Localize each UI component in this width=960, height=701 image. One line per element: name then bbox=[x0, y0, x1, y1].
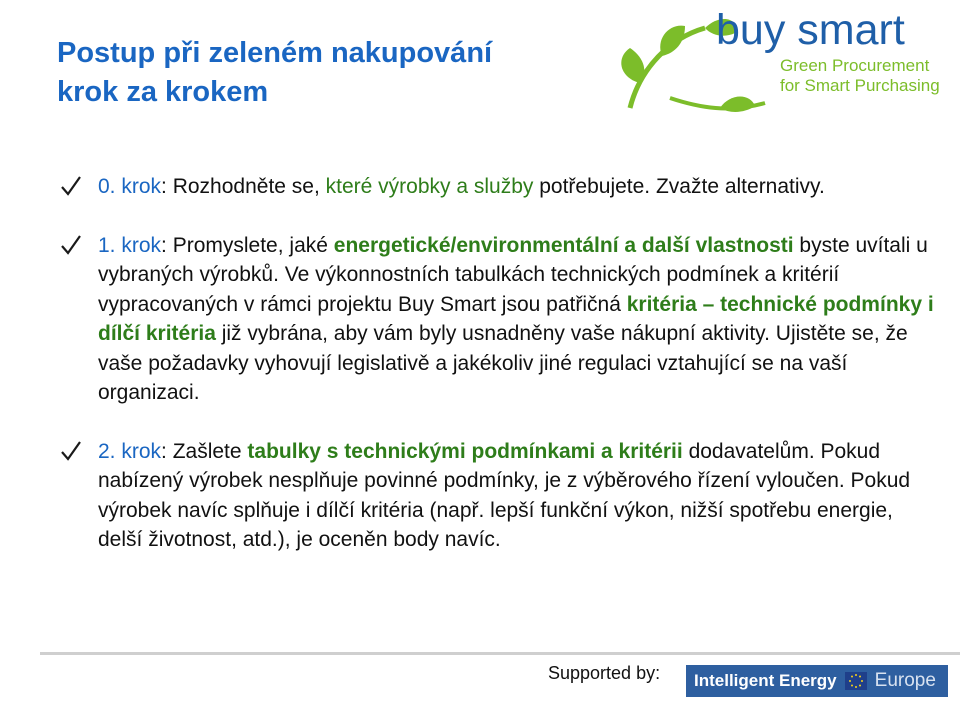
step-text-part: : Rozhodněte se, bbox=[161, 175, 326, 198]
step-label: 1. krok bbox=[98, 233, 162, 257]
steps-list bbox=[60, 172, 940, 584]
step-text-part: : Zašlete bbox=[161, 439, 248, 463]
step-text-part: byste uvítali u vybraných výrobků. Ve výkonnostních tabulkách technických podmínek a kritérií vypracovaných v rámci projektu Buy Smart jsou patřičná bbox=[98, 233, 928, 316]
title-line-1: Postup při zeleném nakupování bbox=[57, 37, 493, 69]
intelligent-energy-europe-logo bbox=[686, 665, 948, 697]
step-text-part: již vybrána, aby vám byly usnadněny vaše nákupní aktivity. Ujistěte se, že vaše požadavky vyhovují legislativě a jakékoliv jiné regulaci vztahující se na vaší organizaci. bbox=[98, 322, 908, 404]
eu-flag-icon bbox=[845, 672, 867, 690]
step-text bbox=[98, 231, 940, 408]
step-highlight: energetické/environmentální a další vlastnosti bbox=[333, 233, 794, 257]
checkmark-icon bbox=[60, 174, 82, 198]
supported-by-label: Supported by: bbox=[548, 663, 661, 683]
step-text bbox=[98, 437, 940, 555]
checkmark-icon bbox=[60, 233, 82, 257]
ie-logo-europe: Europe bbox=[874, 670, 936, 691]
slide-title bbox=[57, 34, 577, 112]
step-item-0 bbox=[60, 172, 940, 202]
step-text-part: potřebujete. Zvažte alternativy. bbox=[533, 175, 825, 198]
checkmark-icon bbox=[60, 439, 82, 463]
step-item-2 bbox=[60, 437, 940, 555]
step-highlight: kritéria – technické podmínky i dílčí kritéria bbox=[98, 292, 934, 345]
step-text-part: dodavatelům. Pokud nabízený výrobek nesplňuje povinné podmínky, je z výběrového řízení vyloučen. Pokud výrobek navíc splňuje i dílčí kritéria (např. lepší funkční výkon, nižší spotřebu energie, delší životnost, atd.), je oceněn body navíc. bbox=[98, 439, 911, 551]
step-label: 0. krok bbox=[98, 175, 162, 198]
logo-tagline bbox=[780, 56, 940, 96]
logo-tagline-2: for Smart Purchasing bbox=[780, 76, 940, 95]
logo-tagline-1: Green Procurement bbox=[780, 56, 930, 75]
footer-divider bbox=[40, 652, 960, 655]
step-text-part: : Promyslete, jaké bbox=[161, 233, 334, 257]
step-label: 2. krok bbox=[98, 439, 162, 463]
title-line-2: krok za krokem bbox=[57, 76, 269, 108]
step-item-1 bbox=[60, 231, 940, 408]
step-highlight: které výrobky a služby bbox=[325, 175, 534, 198]
step-highlight: tabulky s technickými podmínkami a kritérii bbox=[247, 439, 683, 463]
step-text bbox=[98, 172, 940, 202]
logo-wordmark: buy smart bbox=[716, 6, 905, 54]
ie-logo-text: Intelligent Energy bbox=[694, 671, 837, 690]
